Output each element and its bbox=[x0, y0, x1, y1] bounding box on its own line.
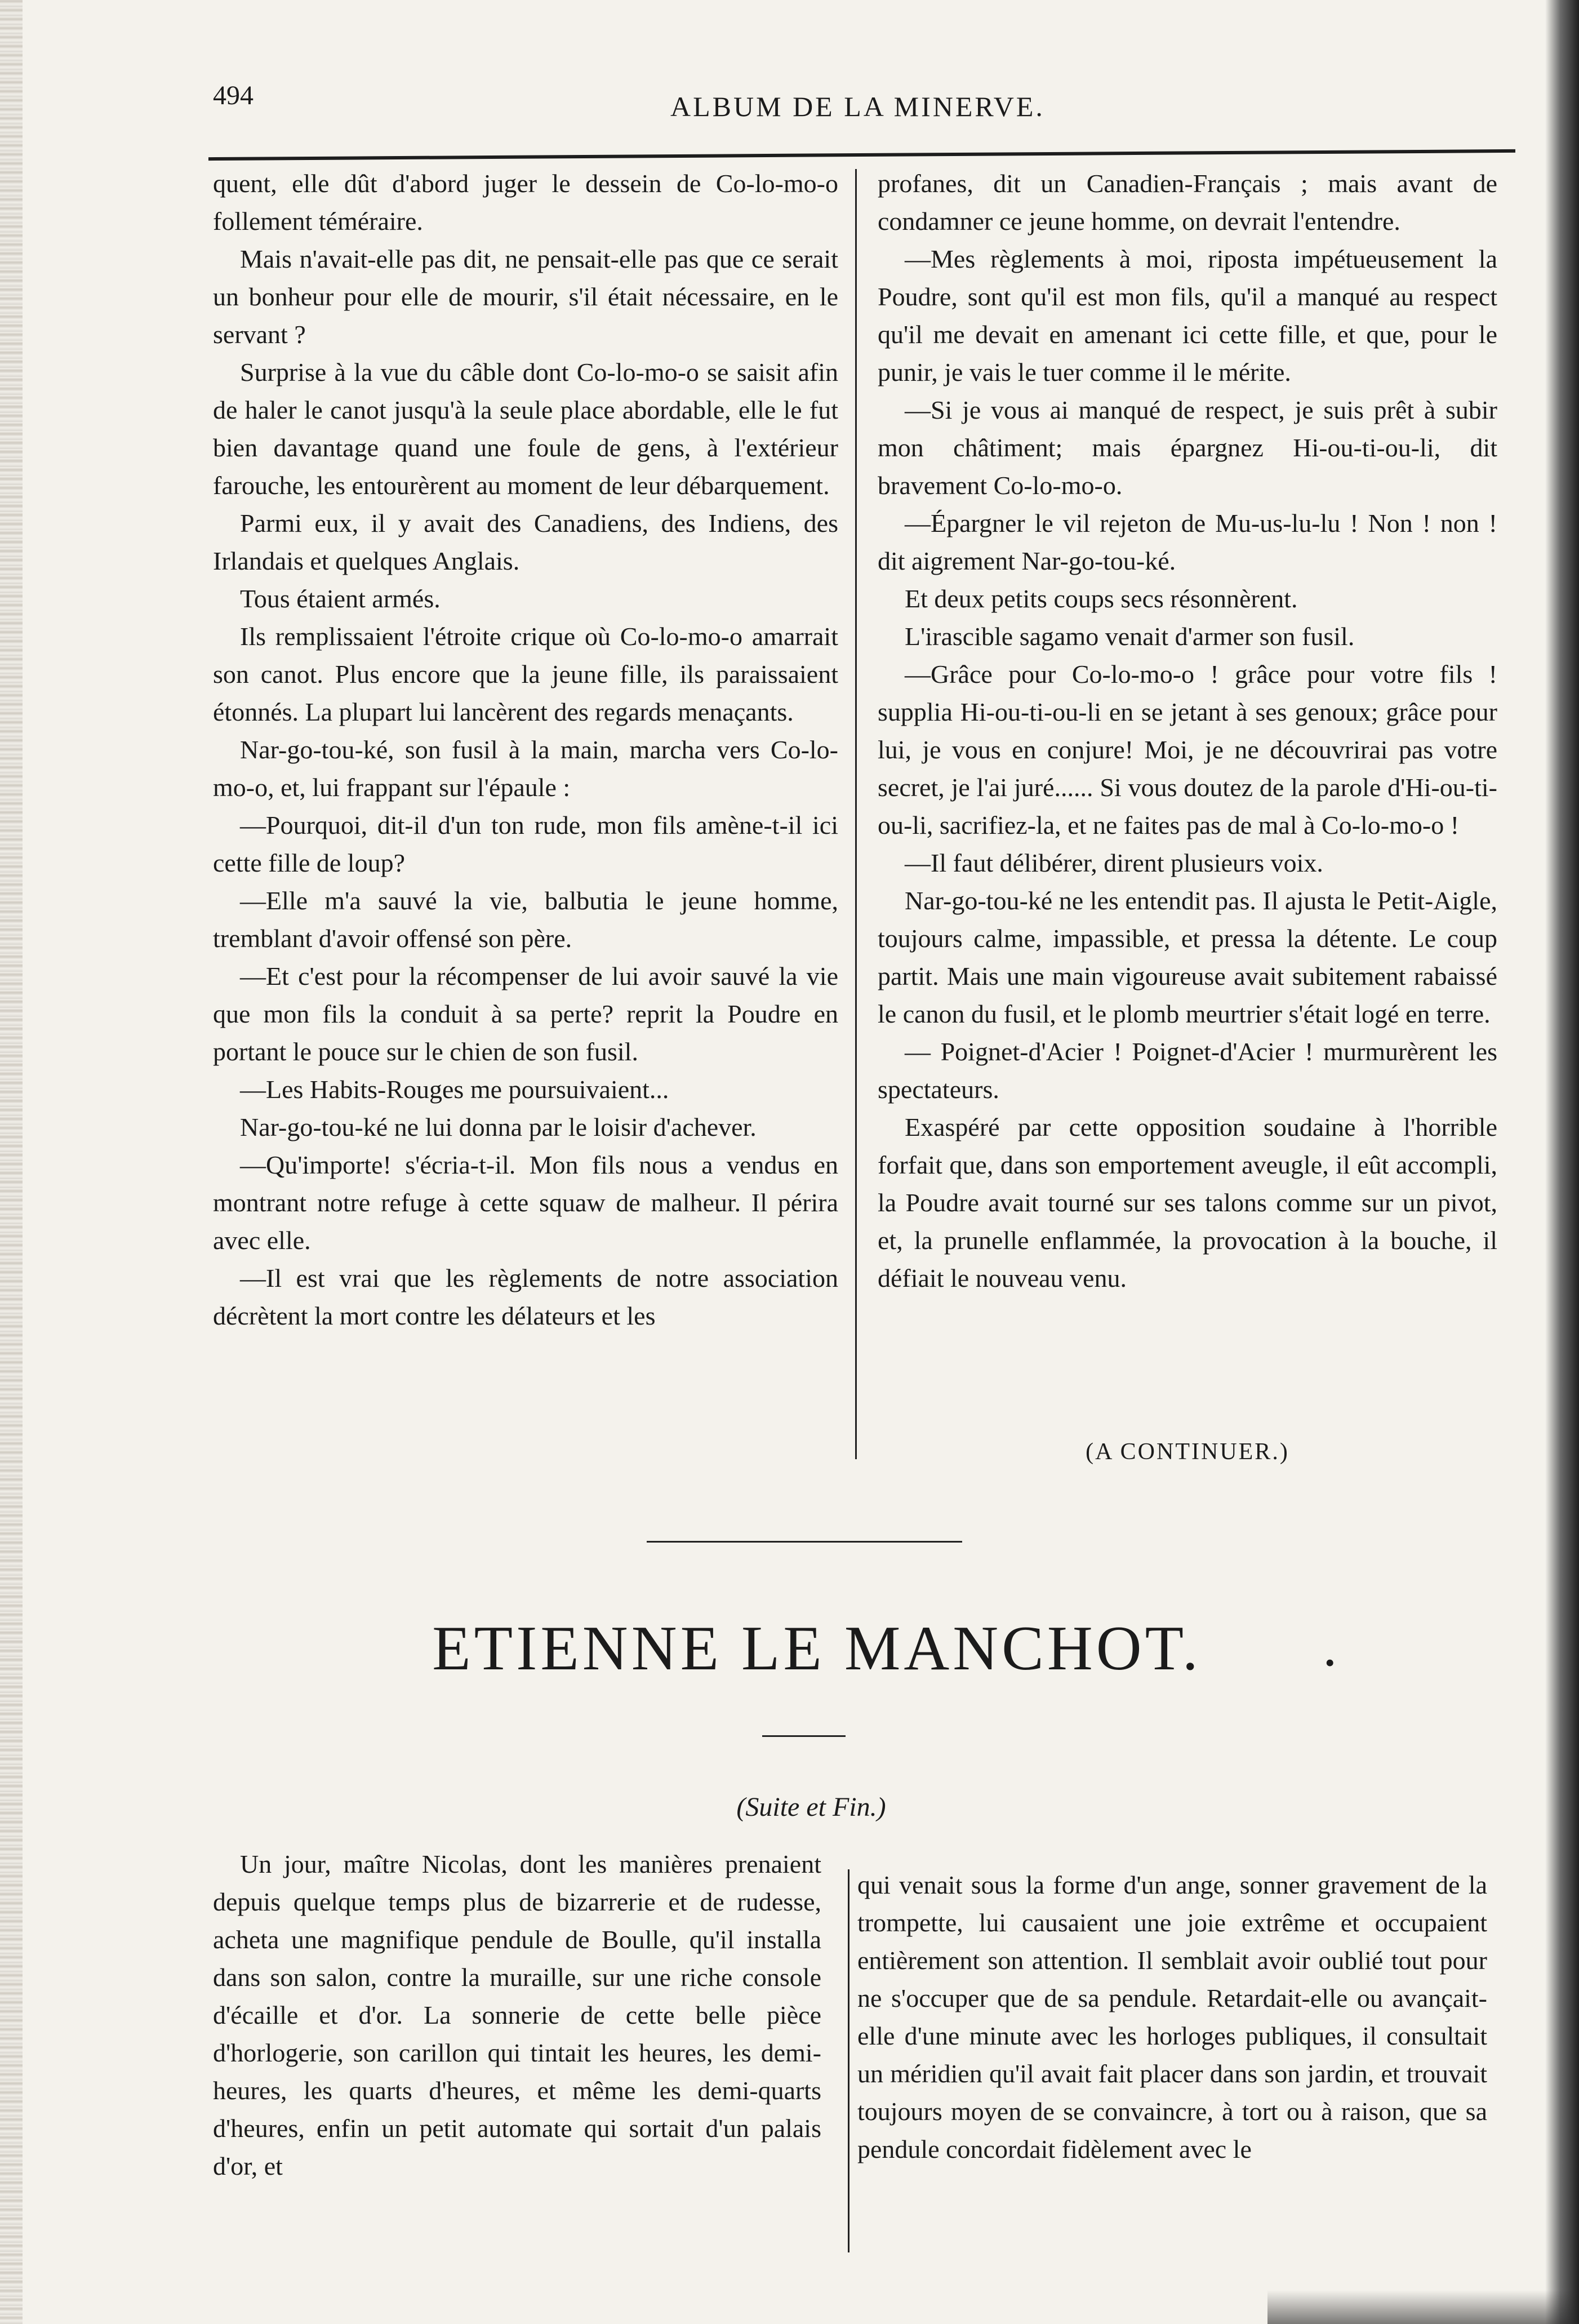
paragraph: Tous étaient armés. bbox=[240, 584, 441, 613]
paragraph: Parmi eux, il y avait des Canadiens, des Indiens, des Irlandais et quelques Anglais. bbox=[213, 509, 838, 575]
paragraph: —Mes règlements à moi, riposta impétueusement la Poudre, sont qu'il est mon fils, qu'il a manqué au respect qu'il me devait en amenant ici cette fille, et que, pour le punir, je vais le tuer comme il le mérite. bbox=[878, 245, 1497, 386]
paragraph: profanes, dit un Canadien-Français ; mais avant de condamner ce jeune homme, on devrait l'entendre. bbox=[878, 169, 1497, 235]
stray-mark: • bbox=[1325, 1647, 1335, 1678]
story-two-left-column bbox=[213, 1845, 821, 2251]
continued-note: (A CONTINUER.) bbox=[1086, 1439, 1289, 1465]
page-number: 494 bbox=[213, 81, 253, 110]
title-rule bbox=[762, 1735, 846, 1737]
paragraph: —Il faut délibérer, dirent plusieurs voix. bbox=[905, 848, 1323, 877]
scanned-page-right-edge bbox=[1545, 0, 1579, 2324]
paragraph: Surprise à la vue du câble dont Co-lo-mo-o se saisit afin de haler le canot jusqu'à la seule place abordable, elle le fut bien davantage quand une foule de gens, à l'extérieur farouche, les entourèrent au moment de leur débarquement. bbox=[213, 358, 838, 500]
article-title: ETIENNE LE MANCHOT. bbox=[432, 1614, 1202, 1683]
paragraph: Mais n'avait-elle pas dit, ne pensait-elle pas que ce serait un bonheur pour elle de mourir, s'il était nécessaire, en le servant ? bbox=[213, 245, 838, 349]
paragraph: —Les Habits-Rouges me poursuivaient... bbox=[240, 1075, 669, 1104]
running-title: ALBUM DE LA MINERVE. bbox=[670, 91, 1045, 122]
paragraph: quent, elle dût d'abord juger le dessein de Co-lo-mo-o follement téméraire. bbox=[213, 169, 838, 235]
paragraph: —Pourquoi, dit-il d'un ton rude, mon fils amène-t-il ici cette fille de loup? bbox=[213, 811, 838, 877]
paragraph: —Qu'importe! s'écria-t-il. Mon fils nous a vendus en montrant notre refuge à cette squaw de malheur. Il périra avec elle. bbox=[213, 1150, 838, 1255]
paragraph: Un jour, maître Nicolas, dont les manières prenaient depuis quelque temps plus de bizarrerie et de rudesse, acheta une magnifique pendule de Boulle, qu'il installa dans son salon, contre la muraille, sur une riche console d'écaille et d'or. La sonnerie de cette belle pièce d'horlogerie, son carillon qui tintait les heures, les demi-heures, les quarts d'heures, et même les demi-quarts d'heures, enfin un petit automate qui sortait d'un palais d'or, et bbox=[213, 1850, 821, 2180]
paragraph: Ils remplissaient l'étroite crique où Co-lo-mo-o amarrait son canot. Plus encore que la jeune fille, ils paraissaient étonnés. La plupart lui lancèrent des regards menaçants. bbox=[213, 622, 838, 726]
story-one-right-column bbox=[878, 165, 1497, 1460]
column-divider bbox=[855, 169, 857, 1459]
column-divider bbox=[848, 1869, 849, 2252]
paragraph: —Il est vrai que les règlements de notre association décrètent la mort contre les délateurs et les bbox=[213, 1264, 838, 1330]
scan-shadow bbox=[1267, 2290, 1577, 2324]
paragraph: — Poignet-d'Acier ! Poignet-d'Acier ! murmurèrent les spectateurs. bbox=[878, 1037, 1497, 1104]
paragraph: —Grâce pour Co-lo-mo-o ! grâce pour votre fils ! supplia Hi-ou-ti-ou-li en se jetant à ses genoux; grâce pour lui, je vous en conjure! Moi, je ne découvrirai pas votre secret, je l'ai juré...... Si vous doutez de la parole d'Hi-ou-ti-ou-li, sacrifiez-la, et ne faites pas de mal à Co-lo-mo-o ! bbox=[878, 660, 1497, 839]
header-rule bbox=[208, 149, 1515, 161]
paragraph: L'irascible sagamo venait d'armer son fusil. bbox=[905, 622, 1355, 651]
story-two-right-column bbox=[857, 1866, 1487, 2272]
paragraph: Exaspéré par cette opposition soudaine à l'horrible forfait que, dans son emportement aveugle, il eût accompli, la Poudre avait tourné sur ses talons comme sur un pivot, et, la prunelle enflammée, la provocation à la bouche, il défiait le nouveau venu. bbox=[878, 1113, 1497, 1292]
paragraph: Nar-go-tou-ké, son fusil à la main, marcha vers Co-lo-mo-o, et, lui frappant sur l'épaule : bbox=[213, 735, 838, 802]
paragraph: —Si je vous ai manqué de respect, je suis prêt à subir mon châtiment; mais épargnez Hi-ou-ti-ou-li, dit bravement Co-lo-mo-o. bbox=[878, 396, 1497, 500]
paragraph: Nar-go-tou-ké ne lui donna par le loisir d'achever. bbox=[240, 1113, 757, 1141]
article-subtitle: (Suite et Fin.) bbox=[736, 1792, 886, 1822]
section-divider bbox=[647, 1541, 962, 1543]
paragraph: —Elle m'a sauvé la vie, balbutia le jeune homme, tremblant d'avoir offensé son père. bbox=[213, 886, 838, 953]
scanned-page-left-edge bbox=[0, 0, 23, 2324]
paragraph: qui venait sous la forme d'un ange, sonner gravement de la trompette, lui causaient une joie extrême et occupaient entièrement son attention. Il semblait avoir oublié tout pour ne s'occuper que de sa pendule. Retardait-elle ou avançait-elle d'une minute avec les horloges publiques, il consultait un méridien qu'il avait fait placer dans son jardin, et trouvait toujours moyen de se convaincre, à tort ou à raison, que sa pendule concordait fidèlement avec le bbox=[857, 1870, 1487, 2163]
paragraph: Et deux petits coups secs résonnèrent. bbox=[905, 584, 1298, 613]
paragraph: Nar-go-tou-ké ne les entendit pas. Il ajusta le Petit-Aigle, toujours calme, impassible, et pressa la détente. Le coup partit. Mais une main vigoureuse avait subitement rabaissé le canon du fusil, et le plomb meurtrier s'était logé en terre. bbox=[878, 886, 1497, 1028]
story-one-left-column bbox=[213, 165, 838, 1460]
page-header bbox=[208, 68, 1544, 146]
paragraph: —Et c'est pour la récompenser de lui avoir sauvé la vie que mon fils la conduit à sa perte? reprit la Poudre en portant le pouce sur le chien de son fusil. bbox=[213, 962, 838, 1066]
paragraph: —Épargner le vil rejeton de Mu-us-lu-lu ! Non ! non ! dit aigrement Nar-go-tou-ké. bbox=[878, 509, 1497, 575]
